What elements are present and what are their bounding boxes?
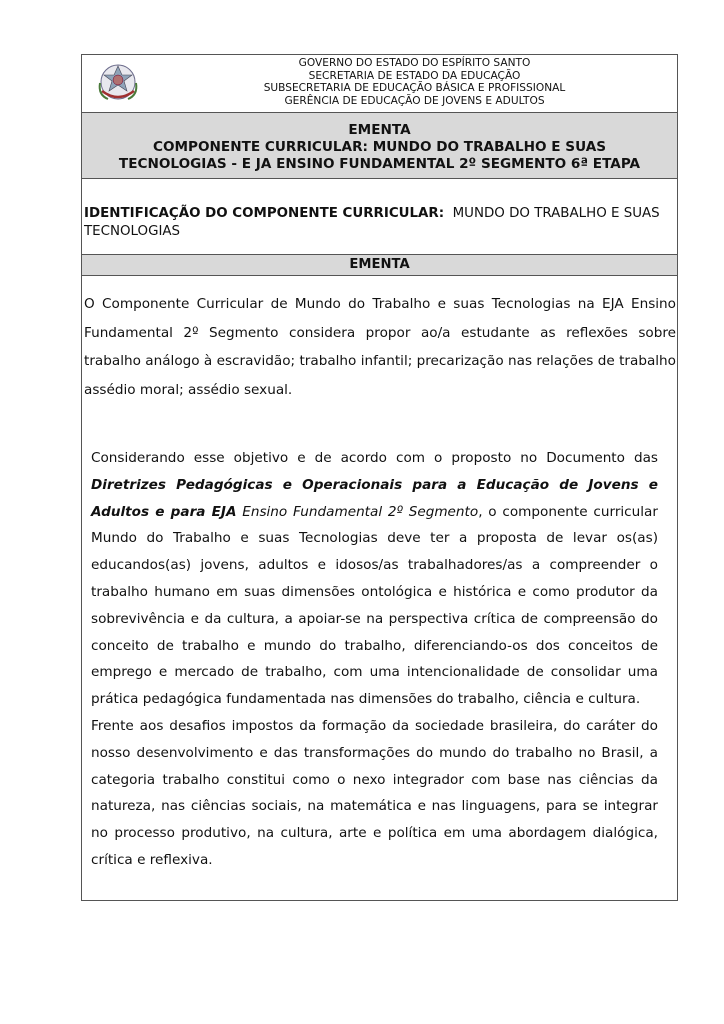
paragraph-challenges: Frente aos desafios impostos da formação da sociedade brasileira, do caráter do nosso desenvolvimento e das transformações do mundo do trabalho no Brasil, a categoria trabalho constitui como o nexo integrador com base nas ciências da natureza, nas ciências sociais, na matemática e nas linguagens, para se integrar no processo produtivo, na cultura, arte e política em uma abordagem dialógica, crítica e reflexiva. bbox=[91, 717, 658, 868]
ementa-title-box bbox=[81, 113, 678, 179]
paragraph-guidelines-rest: , o componente curricular Mundo do Trabalho e suas Tecnologias deve ter a proposta de levar os(as) educandos(as) jovens, adultos e idosos/as trabalhadores/as a compreender o trabalho humano em suas dimensões ontológica e histórica e como produtor da sobrevivência e da cultura, a apoiar-se na perspectiva crítica de compreensão do conceito de trabalho e mundo do trabalho, diferenciando-os dos conceitos de emprego e mercado de trabalho, com uma intencionalidade de consolidar uma prática pedagógica fundamentada nas dimensões do trabalho, ciência e cultura. bbox=[91, 503, 658, 708]
component-title-line2: TECNOLOGIAS - E JA ENSINO FUNDAMENTAL 2º SEGMENTO 6ª ETAPA bbox=[118, 156, 641, 172]
header-line-secretariat: SECRETARIA DE ESTADO DA EDUCAÇÃO bbox=[308, 69, 521, 82]
ementa-heading: EMENTA bbox=[348, 122, 411, 138]
guidelines-document-subtitle: Ensino Fundamental 2º Segmento bbox=[236, 503, 479, 520]
paragraph-guidelines bbox=[91, 445, 658, 874]
letterhead-text bbox=[152, 57, 677, 107]
state-coat-of-arms-icon bbox=[96, 61, 140, 105]
identification-value: MUNDO DO TRABALHO E SUAS TECNOLOGIAS bbox=[84, 206, 660, 239]
paragraph-overview: O Componente Curricular de Mundo do Trabalho e suas Tecnologias na EJA Ensino Fundamental 2º Segmento considera propor ao/a estudante as reflexões sobre trabalho análogo à escravidão; trabalho infantil; precarização nas relações de trabalho assédio moral; assédio sexual. bbox=[84, 296, 676, 398]
ementa-section-header: EMENTA bbox=[81, 255, 678, 276]
letterhead bbox=[81, 54, 678, 113]
guidelines-document-title: Diretrizes Pedagógicas e Operacionais para a Educação de Jovens e Adultos e para EJA bbox=[91, 476, 658, 520]
header-line-management: GERÊNCIA DE EDUCAÇÃO DE JOVENS E ADULTOS bbox=[284, 94, 545, 107]
ementa-body bbox=[81, 276, 678, 901]
identification-label: IDENTIFICAÇÃO DO COMPONENTE CURRICULAR: bbox=[84, 206, 445, 221]
header-line-government: GOVERNO DO ESTADO DO ESPÍRITO SANTO bbox=[298, 57, 531, 69]
component-identification bbox=[81, 179, 678, 255]
header-line-subsecretariat: SUBSECRETARIA DE EDUCAÇÃO BÁSICA E PROFISSIONAL bbox=[263, 82, 566, 95]
document-page bbox=[81, 54, 678, 901]
paragraph-guidelines-intro: Considerando esse objetivo e de acordo com o proposto no Documento das bbox=[91, 450, 658, 466]
component-title-line1: COMPONENTE CURRICULAR: MUNDO DO TRABALHO E SUAS bbox=[152, 139, 607, 155]
